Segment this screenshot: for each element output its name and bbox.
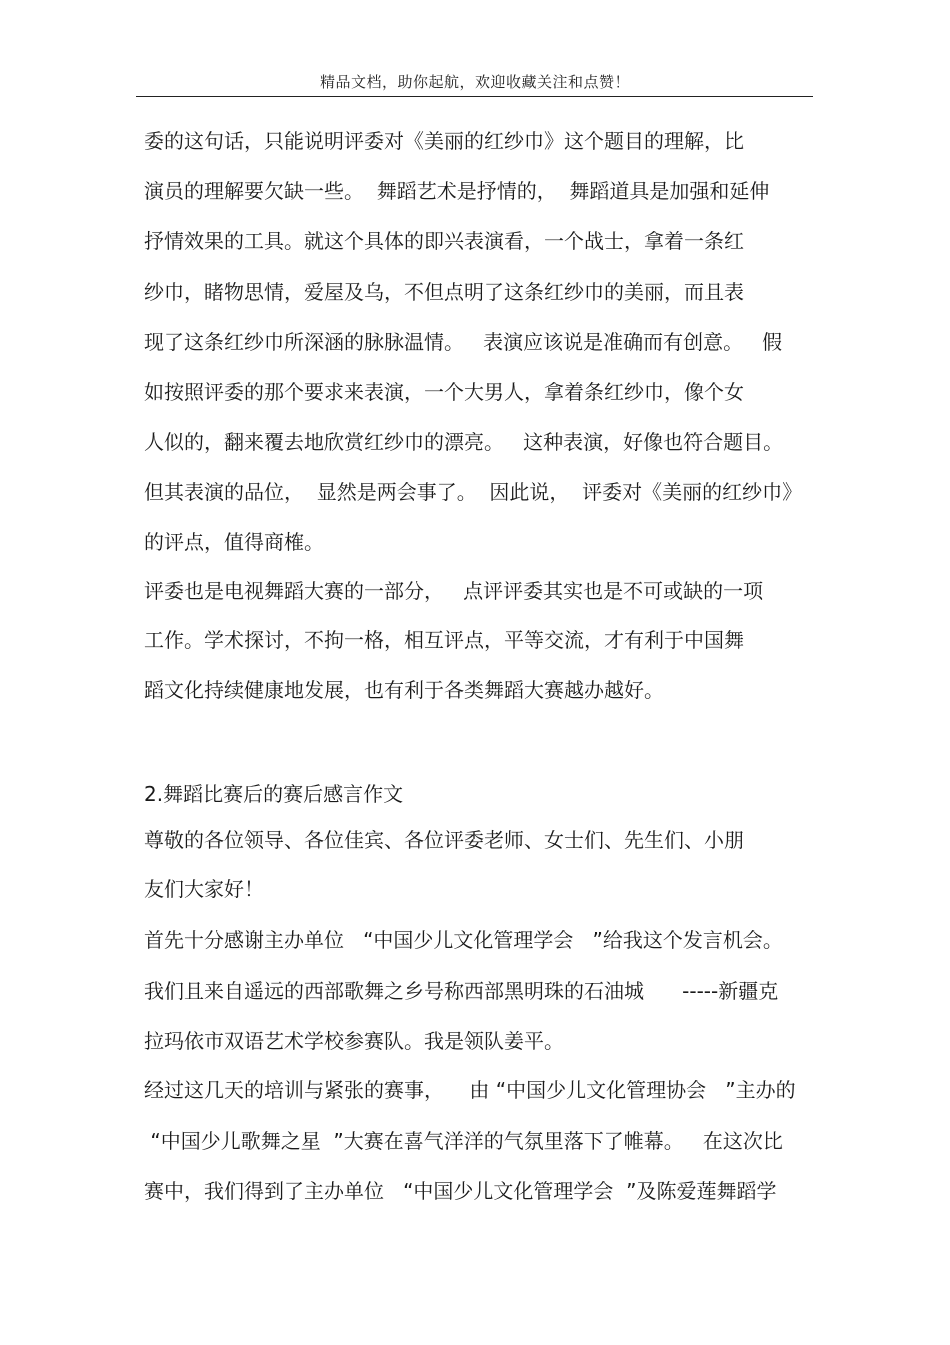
section-heading: 2.舞蹈比赛后的赛后感言作文 [144,782,404,806]
text-line: 抒情效果的工具。就这个具体的即兴表演看，一个战士，拿着一条红 [144,229,744,253]
text-line: 的评点，值得商榷。 [144,530,324,554]
text-line: 我们且来自遥远的西部歌舞之乡号称西部黑明珠的石油城 -----新疆克 [144,979,779,1003]
text-line: 现了这条红纱巾所深涵的脉脉温情。 表演应该说是准确而有创意。 假 [144,330,783,354]
text-line: 纱巾，睹物思情，爱屋及乌，不但点明了这条红纱巾的美丽，而且表 [144,280,744,304]
text-line: 拉玛依市双语艺术学校参赛队。我是领队姜平。 [144,1029,564,1053]
text-line: 首先十分感谢主办单位 “中国少儿文化管理学会 ”给我这个发言机会。 [144,928,783,952]
text-line: 经过这几天的培训与紧张的赛事， 由 “中国少儿文化管理协会 ”主办的 [144,1078,796,1102]
header-divider [136,96,813,97]
page-header: 精品文档，助你起航，欢迎收藏关注和点赞！ [319,73,630,91]
text-line: 评委也是电视舞蹈大赛的一部分， 点评评委其实也是不可或缺的一项 [144,579,764,603]
text-line: 但其表演的品位， 显然是两会事了。 因此说， 评委对《美丽的红纱巾》 [144,480,803,504]
text-line: 委的这句话，只能说明评委对《美丽的红纱巾》这个题目的理解，比 [144,129,744,153]
text-line: 人似的，翻来覆去地欣赏红纱巾的漂亮。 这种表演，好像也符合题目。 [144,430,784,454]
text-line: 蹈文化持续健康地发展，也有利于各类舞蹈大赛越办越好。 [144,678,664,702]
text-line: 演员的理解要欠缺一些。 舞蹈艺术是抒情的， 舞蹈道具是加强和延伸 [144,179,770,203]
text-line: 如按照评委的那个要求来表演，一个大男人，拿着条红纱巾，像个女 [144,380,744,404]
text-line: 工作。学术探讨，不拘一格，相互评点，平等交流，才有利于中国舞 [144,628,744,652]
text-line: 友们大家好！ [144,877,264,901]
text-line: 赛中，我们得到了主办单位 “中国少儿文化管理学会 ”及陈爱莲舞蹈学 [144,1179,777,1203]
text-line: “中国少儿歌舞之星 ”大赛在喜气洋洋的气氛里落下了帷幕。 在这次比 [144,1129,783,1153]
text-line: 尊敬的各位领导、各位佳宾、各位评委老师、女士们、先生们、小朋 [144,828,744,852]
